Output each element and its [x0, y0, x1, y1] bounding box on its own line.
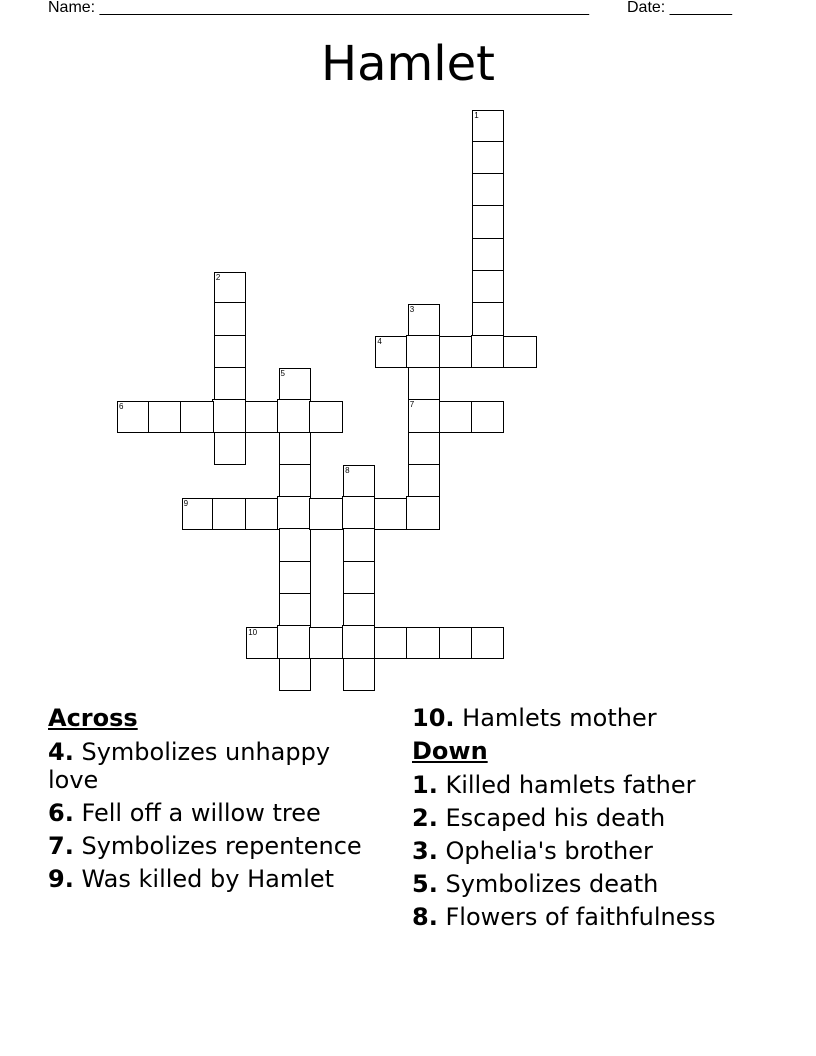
- grid-cell[interactable]: [374, 627, 408, 659]
- clue-number: 4: [377, 337, 382, 347]
- grid-cell[interactable]: [343, 561, 375, 595]
- clue-number: 5: [280, 369, 285, 379]
- across-heading: Across: [48, 704, 138, 732]
- clue-down-1: 1. Killed hamlets father: [412, 771, 696, 799]
- grid-cell[interactable]: [117, 401, 149, 433]
- grid-cell[interactable]: [343, 528, 375, 562]
- clue-down-2: 2. Escaped his death: [412, 804, 666, 832]
- grid-cell[interactable]: [406, 496, 440, 530]
- grid-cell[interactable]: [439, 401, 473, 433]
- grid-cell[interactable]: [471, 335, 505, 369]
- clue-number: 1: [474, 111, 479, 120]
- grid-cell[interactable]: [375, 336, 407, 368]
- grid-cell[interactable]: [214, 432, 246, 466]
- grid-cell[interactable]: [471, 401, 505, 433]
- clue-across-9: 9. Was killed by Hamlet: [48, 865, 335, 893]
- grid-cell[interactable]: [214, 335, 246, 369]
- clue-down-8: 8. Flowers of faithfulness: [412, 903, 716, 931]
- grid-cell[interactable]: [342, 625, 376, 659]
- grid-cell[interactable]: [406, 627, 440, 659]
- grid-cell[interactable]: [279, 528, 311, 562]
- grid-cell[interactable]: [343, 593, 375, 627]
- grid-cell[interactable]: [279, 561, 311, 595]
- name-field[interactable]: Name: _______________________________________________________: [48, 0, 589, 16]
- date-field[interactable]: Date: _______: [627, 0, 732, 16]
- grid-cell[interactable]: [245, 498, 279, 530]
- grid-cell[interactable]: [279, 464, 311, 498]
- down-clues: [412, 704, 812, 936]
- grid-cell[interactable]: [245, 401, 279, 433]
- grid-cell[interactable]: [342, 496, 376, 530]
- clue-number: 3: [409, 304, 415, 314]
- grid-cell[interactable]: [472, 270, 504, 304]
- grid-cell[interactable]: [277, 496, 311, 530]
- clue-number: 8: [345, 466, 350, 476]
- clue-down-5: 5. Symbolizes death: [412, 870, 659, 898]
- clue-across-6: 6. Fell off a willow tree: [48, 799, 321, 827]
- clue-across-4: 4. Symbolizes unhappy love: [48, 738, 331, 794]
- clue-across-7: 7. Symbolizes repentence: [48, 832, 362, 860]
- grid-cell[interactable]: [408, 304, 440, 336]
- grid-cell[interactable]: [279, 432, 311, 466]
- grid-cell[interactable]: [439, 627, 473, 659]
- grid-cell[interactable]: [343, 465, 375, 497]
- puzzle-title: Hamlet: [321, 36, 495, 92]
- clue-number: 6: [119, 401, 124, 411]
- across-clues: [48, 704, 368, 898]
- grid-cell[interactable]: [408, 432, 440, 466]
- grid-cell[interactable]: [343, 658, 375, 692]
- grid-cell[interactable]: [472, 302, 504, 336]
- grid-cell[interactable]: [214, 272, 246, 304]
- grid-cell[interactable]: [279, 658, 311, 692]
- grid-cell[interactable]: [279, 368, 311, 400]
- grid-cell[interactable]: [503, 336, 537, 368]
- grid-cell[interactable]: [148, 401, 182, 433]
- grid-cell[interactable]: [279, 593, 311, 627]
- clue-number: 7: [409, 400, 415, 410]
- grid-cell[interactable]: [212, 498, 246, 530]
- down-heading: Down: [412, 737, 488, 765]
- grid-cell[interactable]: [277, 399, 311, 433]
- grid-cell[interactable]: [472, 173, 504, 207]
- grid-cell[interactable]: [214, 367, 246, 401]
- grid-cell[interactable]: [182, 498, 214, 530]
- grid-cell[interactable]: [309, 401, 343, 433]
- grid-cell[interactable]: [472, 141, 504, 175]
- grid-cell[interactable]: [408, 464, 440, 498]
- grid-cell[interactable]: [406, 335, 440, 369]
- clue-across-10: 10. Hamlets mother: [412, 704, 657, 732]
- grid-cell[interactable]: [277, 625, 311, 659]
- grid-cell[interactable]: [374, 498, 408, 530]
- grid-cell[interactable]: [309, 627, 343, 659]
- grid-cell[interactable]: [309, 498, 343, 530]
- clue-down-3: 3. Ophelia's brother: [412, 837, 653, 865]
- grid-cell[interactable]: [472, 205, 504, 239]
- grid-cell[interactable]: [472, 238, 504, 272]
- grid-cell[interactable]: [180, 401, 214, 433]
- grid-cell[interactable]: [246, 627, 278, 659]
- clue-number: 10: [248, 627, 258, 637]
- grid-cell[interactable]: [212, 399, 246, 433]
- grid-cell[interactable]: [472, 110, 504, 142]
- grid-cell[interactable]: [408, 399, 440, 433]
- clue-number: 9: [183, 498, 189, 508]
- grid-cell[interactable]: [214, 302, 246, 336]
- clue-number: 2: [215, 272, 221, 282]
- grid-cell[interactable]: [471, 627, 505, 659]
- grid-cell[interactable]: [408, 367, 440, 401]
- grid-cell[interactable]: [439, 336, 473, 368]
